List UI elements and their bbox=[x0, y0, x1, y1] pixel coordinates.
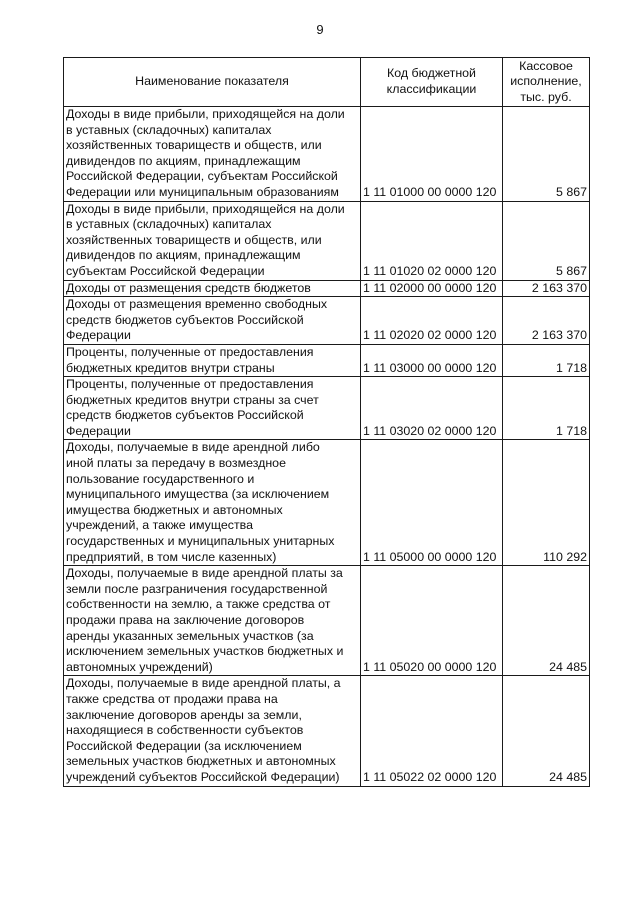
text-line: средств бюджетов субъектов Российской bbox=[66, 312, 304, 327]
text-line: земельных участков бюджетных и автономных bbox=[66, 754, 336, 769]
text-line: тыс. руб. bbox=[520, 89, 572, 104]
text-line: Кассовое bbox=[519, 58, 573, 73]
budget-code-cell: 1 11 02000 00 0000 120 bbox=[361, 280, 503, 297]
text-line: Доходы, получаемые в виде арендной платы, а bbox=[66, 676, 341, 691]
budget-code-cell: 1 11 01000 00 0000 120 bbox=[361, 107, 503, 202]
text-line: в уставных (складочных) капиталах bbox=[66, 122, 272, 137]
cash-execution-cell: 1 718 bbox=[503, 344, 590, 376]
text-line: Доходы от размещения временно свободных bbox=[66, 297, 328, 312]
text-line: исключением земельных участков бюджетных и bbox=[66, 644, 344, 659]
text-line: находящиеся в собственности субъектов bbox=[66, 723, 304, 738]
cash-execution-cell: 24 485 bbox=[503, 676, 590, 786]
table-row bbox=[64, 201, 590, 280]
text-line: пользование государственного и bbox=[66, 471, 255, 486]
text-line: Доходы, получаемые в виде арендной платы за bbox=[66, 566, 343, 581]
budget-code-cell: 1 11 01020 02 0000 120 bbox=[361, 201, 503, 280]
text-line: автономных учреждений) bbox=[66, 659, 213, 674]
budget-revenue-table bbox=[63, 57, 590, 787]
text-line: Доходы от размещения средств бюджетов bbox=[66, 280, 311, 295]
text-line: хозяйственных товариществ и обществ, или bbox=[66, 232, 322, 247]
indicator-name-cell bbox=[64, 344, 361, 376]
indicator-name-cell bbox=[64, 566, 361, 676]
cash-execution-cell: 2 163 370 bbox=[503, 280, 590, 297]
text-line: имущества бюджетных и автономных bbox=[66, 502, 283, 517]
indicator-name-cell bbox=[64, 107, 361, 202]
header-budget-code bbox=[361, 58, 503, 107]
indicator-name-cell bbox=[64, 676, 361, 786]
header-indicator-name bbox=[64, 58, 361, 107]
text-line: заключение договоров аренды за земли, bbox=[66, 707, 302, 722]
text-line: классификации bbox=[386, 82, 477, 96]
cash-execution-cell: 5 867 bbox=[503, 107, 590, 202]
text-line: в уставных (складочных) капиталах bbox=[66, 217, 272, 232]
text-line: также средства от продажи права на bbox=[66, 691, 278, 706]
table-row bbox=[64, 676, 590, 786]
cash-execution-cell: 5 867 bbox=[503, 201, 590, 280]
table-row bbox=[64, 297, 590, 345]
table-row bbox=[64, 107, 590, 202]
indicator-name-cell bbox=[64, 440, 361, 566]
table-row bbox=[64, 280, 590, 297]
table-row bbox=[64, 440, 590, 566]
text-line: учреждений субъектов Российской Федерации) bbox=[66, 769, 340, 784]
text-line: Доходы в виде прибыли, приходящейся на доли bbox=[66, 107, 345, 121]
text-line: государственных и муниципальных унитарных bbox=[66, 534, 335, 549]
budget-code-cell: 1 11 02020 02 0000 120 bbox=[361, 297, 503, 345]
text-line: бюджетных кредитов внутри страны bbox=[66, 360, 275, 375]
text-line: аренды указанных земельных участков (за bbox=[66, 628, 314, 643]
text-line: исполнение, bbox=[510, 74, 582, 89]
table-body bbox=[64, 107, 590, 787]
text-line: субъектам Российской Федерации bbox=[66, 263, 265, 278]
indicator-name-cell bbox=[64, 297, 361, 345]
page-number: 9 bbox=[316, 22, 324, 37]
text-line: продажи права на заключение договоров bbox=[66, 613, 305, 627]
table-row bbox=[64, 377, 590, 440]
table-header-row bbox=[64, 58, 590, 107]
text-line: Федерации или муниципальным образованиям bbox=[66, 184, 339, 199]
cash-execution-cell: 2 163 370 bbox=[503, 297, 590, 345]
text-line: иной платы за передачу в возмездное bbox=[66, 456, 286, 471]
text-line: предприятий, в том числе казенных) bbox=[66, 549, 277, 564]
text-line: Проценты, полученные от предоставления bbox=[66, 344, 314, 359]
text-line: Российской Федерации, субъектам Российской bbox=[66, 169, 338, 184]
budget-code-cell: 1 11 03020 02 0000 120 bbox=[361, 377, 503, 440]
indicator-name-cell bbox=[64, 377, 361, 440]
text-line: Федерации bbox=[66, 423, 131, 438]
text-line: дивидендов по акциям, принадлежащим bbox=[66, 153, 301, 168]
budget-code-cell: 1 11 03000 00 0000 120 bbox=[361, 344, 503, 376]
text-line: бюджетных кредитов внутри страны за счет bbox=[66, 392, 319, 407]
text-line: хозяйственных товариществ и обществ, или bbox=[66, 138, 322, 153]
text-line: Федерации bbox=[66, 328, 131, 343]
cash-execution-cell: 24 485 bbox=[503, 566, 590, 676]
text-line: муниципального имущества (за исключением bbox=[66, 487, 330, 502]
text-line: учреждений, а также имущества bbox=[66, 518, 254, 533]
budget-code-cell: 1 11 05020 00 0000 120 bbox=[361, 566, 503, 676]
header-cash-execution bbox=[503, 58, 590, 107]
text-line: дивидендов по акциям, принадлежащим bbox=[66, 248, 301, 263]
table-row bbox=[64, 344, 590, 376]
text-line: Код бюджетной bbox=[387, 66, 476, 81]
text-line: Российской Федерации (за исключением bbox=[66, 738, 302, 753]
table-row bbox=[64, 566, 590, 676]
indicator-name-cell bbox=[64, 280, 361, 297]
cash-execution-cell: 110 292 bbox=[503, 440, 590, 566]
indicator-name-cell bbox=[64, 201, 361, 280]
text-line: Проценты, полученные от предоставления bbox=[66, 377, 314, 392]
text-line: собственности на землю, а также средства от bbox=[66, 597, 331, 612]
budget-code-cell: 1 11 05000 00 0000 120 bbox=[361, 440, 503, 566]
text-line: земли после разграничения государственной bbox=[66, 581, 328, 596]
text-line: Наименование показателя bbox=[135, 74, 289, 89]
text-line: средств бюджетов субъектов Российской bbox=[66, 408, 304, 423]
text-line: Доходы в виде прибыли, приходящейся на доли bbox=[66, 201, 345, 216]
text-line: Доходы, получаемые в виде арендной либо bbox=[66, 440, 320, 455]
cash-execution-cell: 1 718 bbox=[503, 377, 590, 440]
budget-code-cell: 1 11 05022 02 0000 120 bbox=[361, 676, 503, 786]
